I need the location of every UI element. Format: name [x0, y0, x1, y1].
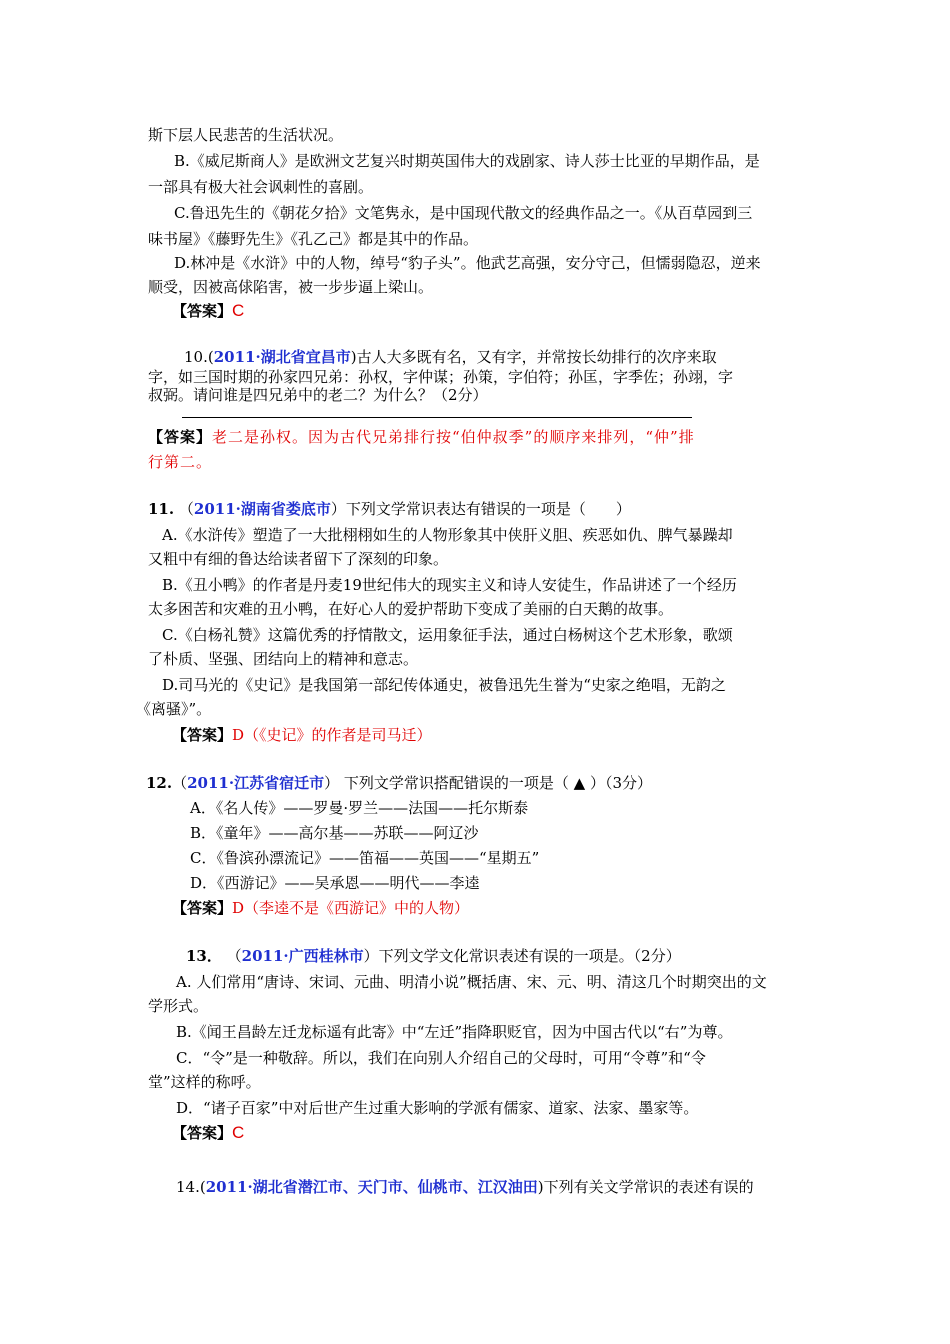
q13-line1 [186, 945, 681, 967]
q10-source: 2011·湖北省宜昌市 [213, 348, 351, 366]
q11-number: 11. [148, 500, 175, 518]
q10-answer-blank-line [182, 417, 692, 418]
q13-option-c-line1: C．“令”是一种敬辞。所以，我们在向别人介绍自己的父母时，可用“令尊”和“令 [176, 1049, 706, 1067]
q11-answer [172, 724, 432, 746]
q13-close: ） [363, 947, 379, 965]
q13-option-a-line1: A. 人们常用“唐诗、宋词、元曲、明清小说”概括唐、宋、元、明、清这几个时期突出的文 [176, 973, 767, 991]
q13-option-c-line2: 堂”这样的称呼。 [148, 1073, 261, 1091]
q10-stem-line3: 叔弼。请问谁是四兄弟中的老二？为什么？（2分） [148, 386, 488, 404]
q13-source: 2011·广西桂林市 [241, 947, 364, 965]
q10-stem-line1: 古人大多既有名，又有字，并常按长幼排行的次序来取 [356, 348, 717, 366]
q13-option-b: B.《闻王昌龄左迁龙标遥有此寄》中“左迁”指降职贬官，因为中国古代以“右”为尊。 [176, 1023, 733, 1041]
answer-label: 【答案】 [172, 302, 233, 320]
q13-number: 13． [186, 947, 222, 965]
q10-line1 [184, 346, 717, 368]
q10-answer-line2: 行第二。 [148, 453, 213, 471]
q10-answer-line1 [148, 426, 695, 448]
prev-option-b-line2: 一部具有极大社会讽刺性的喜剧。 [148, 178, 374, 196]
prev-option-d-line2: 顺受，因被高俅陷害，被一步步逼上梁山。 [148, 278, 434, 296]
prev-option-d-line1: D.林冲是《水浒》中的人物，绰号“豹子头”。他武艺高强，安分守己，但懦弱隐忍，逆来 [174, 254, 761, 272]
q12-open: （ [172, 774, 188, 792]
answer-label: 【答案】 [172, 726, 233, 744]
answer-label: 【答案】 [172, 1124, 233, 1142]
q10-answer-text: 老二是孙权。因为古代兄弟排行按“伯仲叔季”的顺序来排列，“仲”排 [212, 428, 695, 446]
answer-label: 【答案】 [148, 428, 213, 446]
q12-close: ） [324, 774, 340, 792]
q11-line1 [148, 498, 631, 520]
q11-source: 2011·湖南省娄底市 [193, 500, 331, 518]
prev-option-c-line1: C.鲁迅先生的《朝花夕拾》文笔隽永，是中国现代散文的经典作品之一。《从百草园到三 [174, 204, 753, 222]
q11-open: （ [178, 500, 194, 518]
q11-option-c-line2: 了朴质、坚强、团结向上的精神和意志。 [148, 650, 419, 668]
q10-stem-line2: 字，如三国时期的孙家四兄弟：孙权，字仲谋；孙策，字伯符；孙匡，字季佐；孙翊，字 [148, 368, 734, 386]
q11-option-b-line2: 太多困苦和灾难的丑小鸭，在好心人的爱护帮助下变成了美丽的白天鹅的故事。 [148, 600, 674, 618]
q11-stem: 下列文学常识表达有错误的一项是（ ） [345, 500, 631, 518]
prev-question-tail: 斯下层人民悲苦的生活状况。 [148, 126, 344, 144]
q10-number: 10.( [184, 348, 214, 366]
answer-value: C [232, 301, 245, 320]
q13-stem: 下列文学文化常识表述有误的一项是。（2分） [378, 947, 681, 965]
q11-option-b-line1: B.《丑小鸭》的作者是丹麦19世纪伟大的现实主义和诗人安徒生，作品讲述了一个经历 [162, 576, 737, 594]
q12-answer [172, 897, 469, 919]
q11-option-d-line2: 《离骚》”。 [136, 700, 212, 718]
prev-answer [172, 300, 244, 322]
q12-option-c: C．《鲁滨孙漂流记》——笛福——英国——“星期五” [190, 849, 540, 867]
q14-source: 2011·湖北省潜江市、天门市、仙桃市、江汉油田 [205, 1178, 538, 1196]
q11-option-d-line1: D.司马光的《史记》是我国第一部纪传体通史，被鲁迅先生誉为“史家之绝唱，无韵之 [162, 676, 726, 694]
q11-option-a-line2: 又粗中有细的鲁达给读者留下了深刻的印象。 [148, 550, 449, 568]
q14-line1 [176, 1176, 754, 1198]
q11-option-a-line1: A.《水浒传》塑造了一大批栩栩如生的人物形象其中侠肝义胆、疾恶如仇、脾气暴躁却 [162, 526, 733, 544]
q12-stem: 下列文学常识搭配错误的一项是（ ▲ ）（3分） [343, 774, 653, 792]
q11-close: ） [330, 500, 346, 518]
q12-option-d: D．《西游记》——吴承恩——明代——李逵 [190, 874, 480, 892]
q12-number: 12. [146, 774, 173, 792]
q10-close: ) [350, 348, 357, 366]
q12-source: 2011·江苏省宿迁市 [187, 774, 325, 792]
q13-answer [172, 1122, 244, 1144]
q12-option-a: A．《名人传》——罗曼·罗兰——法国——托尔斯泰 [190, 799, 529, 817]
prev-option-b-line1: B.《威尼斯商人》是欧洲文艺复兴时期英国伟大的戏剧家、诗人莎士比亚的早期作品，是 [174, 152, 760, 170]
q14-stem: 下列有关文学常识的表述有误的 [543, 1178, 754, 1196]
q11-answer-text: D（《史记》的作者是司马迁） [232, 726, 432, 744]
q14-close: ) [537, 1178, 544, 1196]
q13-open: （ [226, 947, 242, 965]
q12-line1 [146, 772, 652, 794]
q11-option-c-line1: C.《白杨礼赞》这篇优秀的抒情散文，运用象征手法，通过白杨树这个艺术形象，歌颂 [162, 626, 733, 644]
q14-number: 14.( [176, 1178, 206, 1196]
q13-answer-text: C [232, 1123, 245, 1142]
q12-option-b: B．《童年》——高尔基——苏联——阿辽沙 [190, 824, 479, 842]
q13-option-d: D．“诸子百家”中对后世产生过重大影响的学派有儒家、道家、法家、墨家等。 [176, 1099, 699, 1117]
prev-option-c-line2: 味书屋》《藤野先生》《孔乙己》都是其中的作品。 [148, 230, 479, 248]
q13-option-a-line2: 学形式。 [148, 997, 209, 1015]
answer-label: 【答案】 [172, 899, 233, 917]
q12-answer-text: D（李逵不是《西游记》中的人物） [232, 899, 470, 917]
